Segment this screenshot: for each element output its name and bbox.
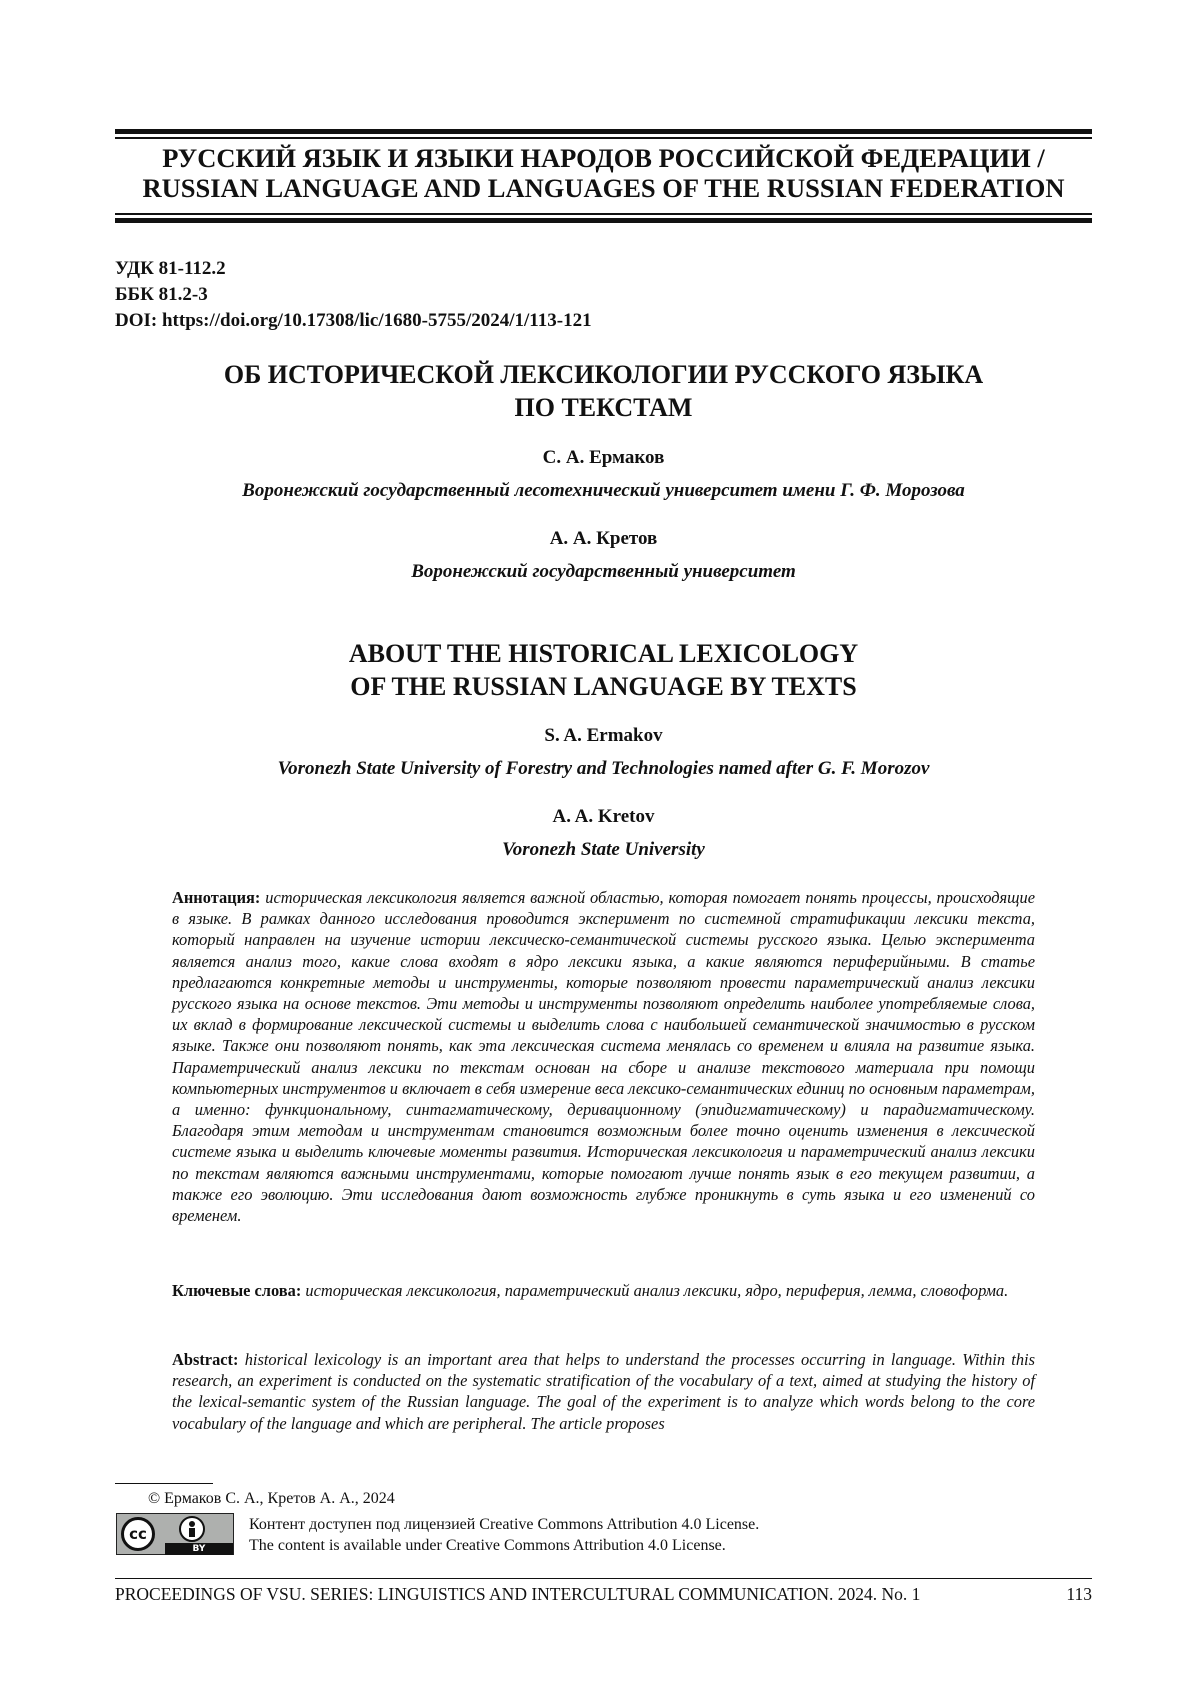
section-heading-ru: РУССКИЙ ЯЗЫК И ЯЗЫКИ НАРОДОВ РОССИЙСКОЙ ФЕДЕРАЦИИ / [162, 143, 1045, 173]
keywords-ru [172, 1280, 1035, 1301]
author-name-en-2: A. A. Kretov [552, 806, 655, 827]
annotation-text: историческая лексикология является важной областью, которая помогает понять процессы, происходящие в языке. В рамках данного исследования проводится эксперимент по системной стратификации лексики текста, который направлен на изучение истории лексическо-семантической системы русского языка. Целью эксперимента является анализ того, какие слова входят в ядро лексики языка, а какие являются периферийными. В статье предлагаются конкретные методы и инструменты, которые позволяют провести параметрический анализ лексики русского языка на основе текстов. Эти методы и инструменты позволяют определить наиболее употребляемые слова, их вклад в формирование лексической системы и выделить слова с наибольшей семантической значимостью в русском языке. Также они позволяют понять, как эта лексическая система менялась со временем и влияла на развитие языка. Параметрический анализ лексики по текстам основан на сборе и анализе текстового материала при помощи компьютерных инструментов и включает в себя измерение веса лексико-семантических единиц по основным параметрам, а именно: функциональному, синтагматическому, деривационному (эпидигматическому) и парадигматическому. Благодаря этим методам и инструментам становится возможным более точно оценить изменения в лексической системе языка и выделить ключевые моменты развития. Историческая лексикология и параметрический анализ лексики по текстам являются важными инструментами, которые помогают лучше понять язык в его текущем развитии, а также его эволюцию. Эти исследования дают возможность глубже проникнуть в суть языка и его изменений со временем. [172, 888, 1035, 1226]
abstract-text: historical lexicology is an important area that helps to understand the processes occurring in language. Within this research, an experiment is conducted on the systematic stratification of the vocabulary of a text, aimed at studying the history of the lexical-semantic system of the Russian language. The goal of the experiment is to analyze which words belong to the core vocabulary of the language and which are peripheral. The article proposes [172, 1350, 1035, 1433]
by-label: BY [165, 1543, 233, 1555]
abstract-en [172, 1349, 1035, 1434]
classification-codes [115, 256, 592, 334]
copyright-notice: © Ермаков С. А., Кретов А. А., 2024 [148, 1490, 395, 1507]
section-heading [115, 143, 1092, 203]
keywords-text: историческая лексикология, параметрический анализ лексики, ядро, периферия, лемма, словоформа. [305, 1281, 1009, 1300]
author-name-ru-2: А. А. Кретов [549, 528, 658, 549]
section-heading-en: RUSSIAN LANGUAGE AND LANGUAGES OF THE RUSSIAN FEDERATION [142, 173, 1065, 203]
abstract-label: Abstract: [172, 1350, 239, 1369]
author-name-en-1: S. A. Ermakov [544, 725, 663, 746]
author-affiliation-ru-2: Воронежский государственный университет [411, 561, 796, 582]
author-affiliation-en-1: Voronezh State University of Forestry and Technologies named after G. F. Morozov [277, 758, 930, 779]
title-en-line-1: ABOUT THE HISTORICAL LEXICOLOGY [348, 639, 859, 668]
author-name-ru-1: С. А. Ермаков [542, 447, 665, 468]
cc-icon: cc [121, 1517, 155, 1551]
author-affiliation-en-2: Voronezh State University [502, 839, 705, 860]
doi-link[interactable]: DOI: https://doi.org/10.17308/lic/1680-5755/2024/1/113-121 [115, 310, 592, 331]
annotation-label: Аннотация: [172, 888, 261, 907]
title-en-line-2: OF THE RUSSIAN LANGUAGE BY TEXTS [350, 672, 857, 701]
title-ru-line-2: ПО ТЕКСТАМ [514, 393, 693, 422]
header-bottom-rule [115, 213, 1092, 223]
journal-name: PROCEEDINGS OF VSU. SERIES: LINGUISTICS AND INTERCULTURAL COMMUNICATION. 2024. No. 1 [115, 1584, 921, 1604]
annotation-ru [172, 887, 1035, 1226]
footnote-divider [115, 1483, 213, 1484]
attribution-person-icon [179, 1516, 205, 1542]
license-text [249, 1514, 759, 1556]
header-top-rule [115, 129, 1092, 139]
title-en [115, 637, 1092, 703]
bbk-code: ББК 81.2-3 [115, 284, 208, 305]
author-affiliation-ru-1: Воронежский государственный лесотехнический университет имени Г. Ф. Морозова [242, 480, 965, 501]
license-text-en: The content is available under Creative Commons Attribution 4.0 License. [249, 1537, 726, 1554]
udc-code: УДК 81-112.2 [115, 258, 226, 279]
page-number: 113 [1066, 1584, 1092, 1604]
title-ru [115, 358, 1092, 424]
license-text-ru: Контент доступен под лицензией Creative Commons Attribution 4.0 License. [249, 1516, 760, 1533]
footer-divider [115, 1578, 1092, 1579]
title-ru-line-1: ОБ ИСТОРИЧЕСКОЙ ЛЕКСИКОЛОГИИ РУССКОГО ЯЗЫКА [223, 360, 984, 389]
cc-by-license-badge[interactable] [116, 1513, 234, 1555]
keywords-label: Ключевые слова: [172, 1281, 302, 1300]
